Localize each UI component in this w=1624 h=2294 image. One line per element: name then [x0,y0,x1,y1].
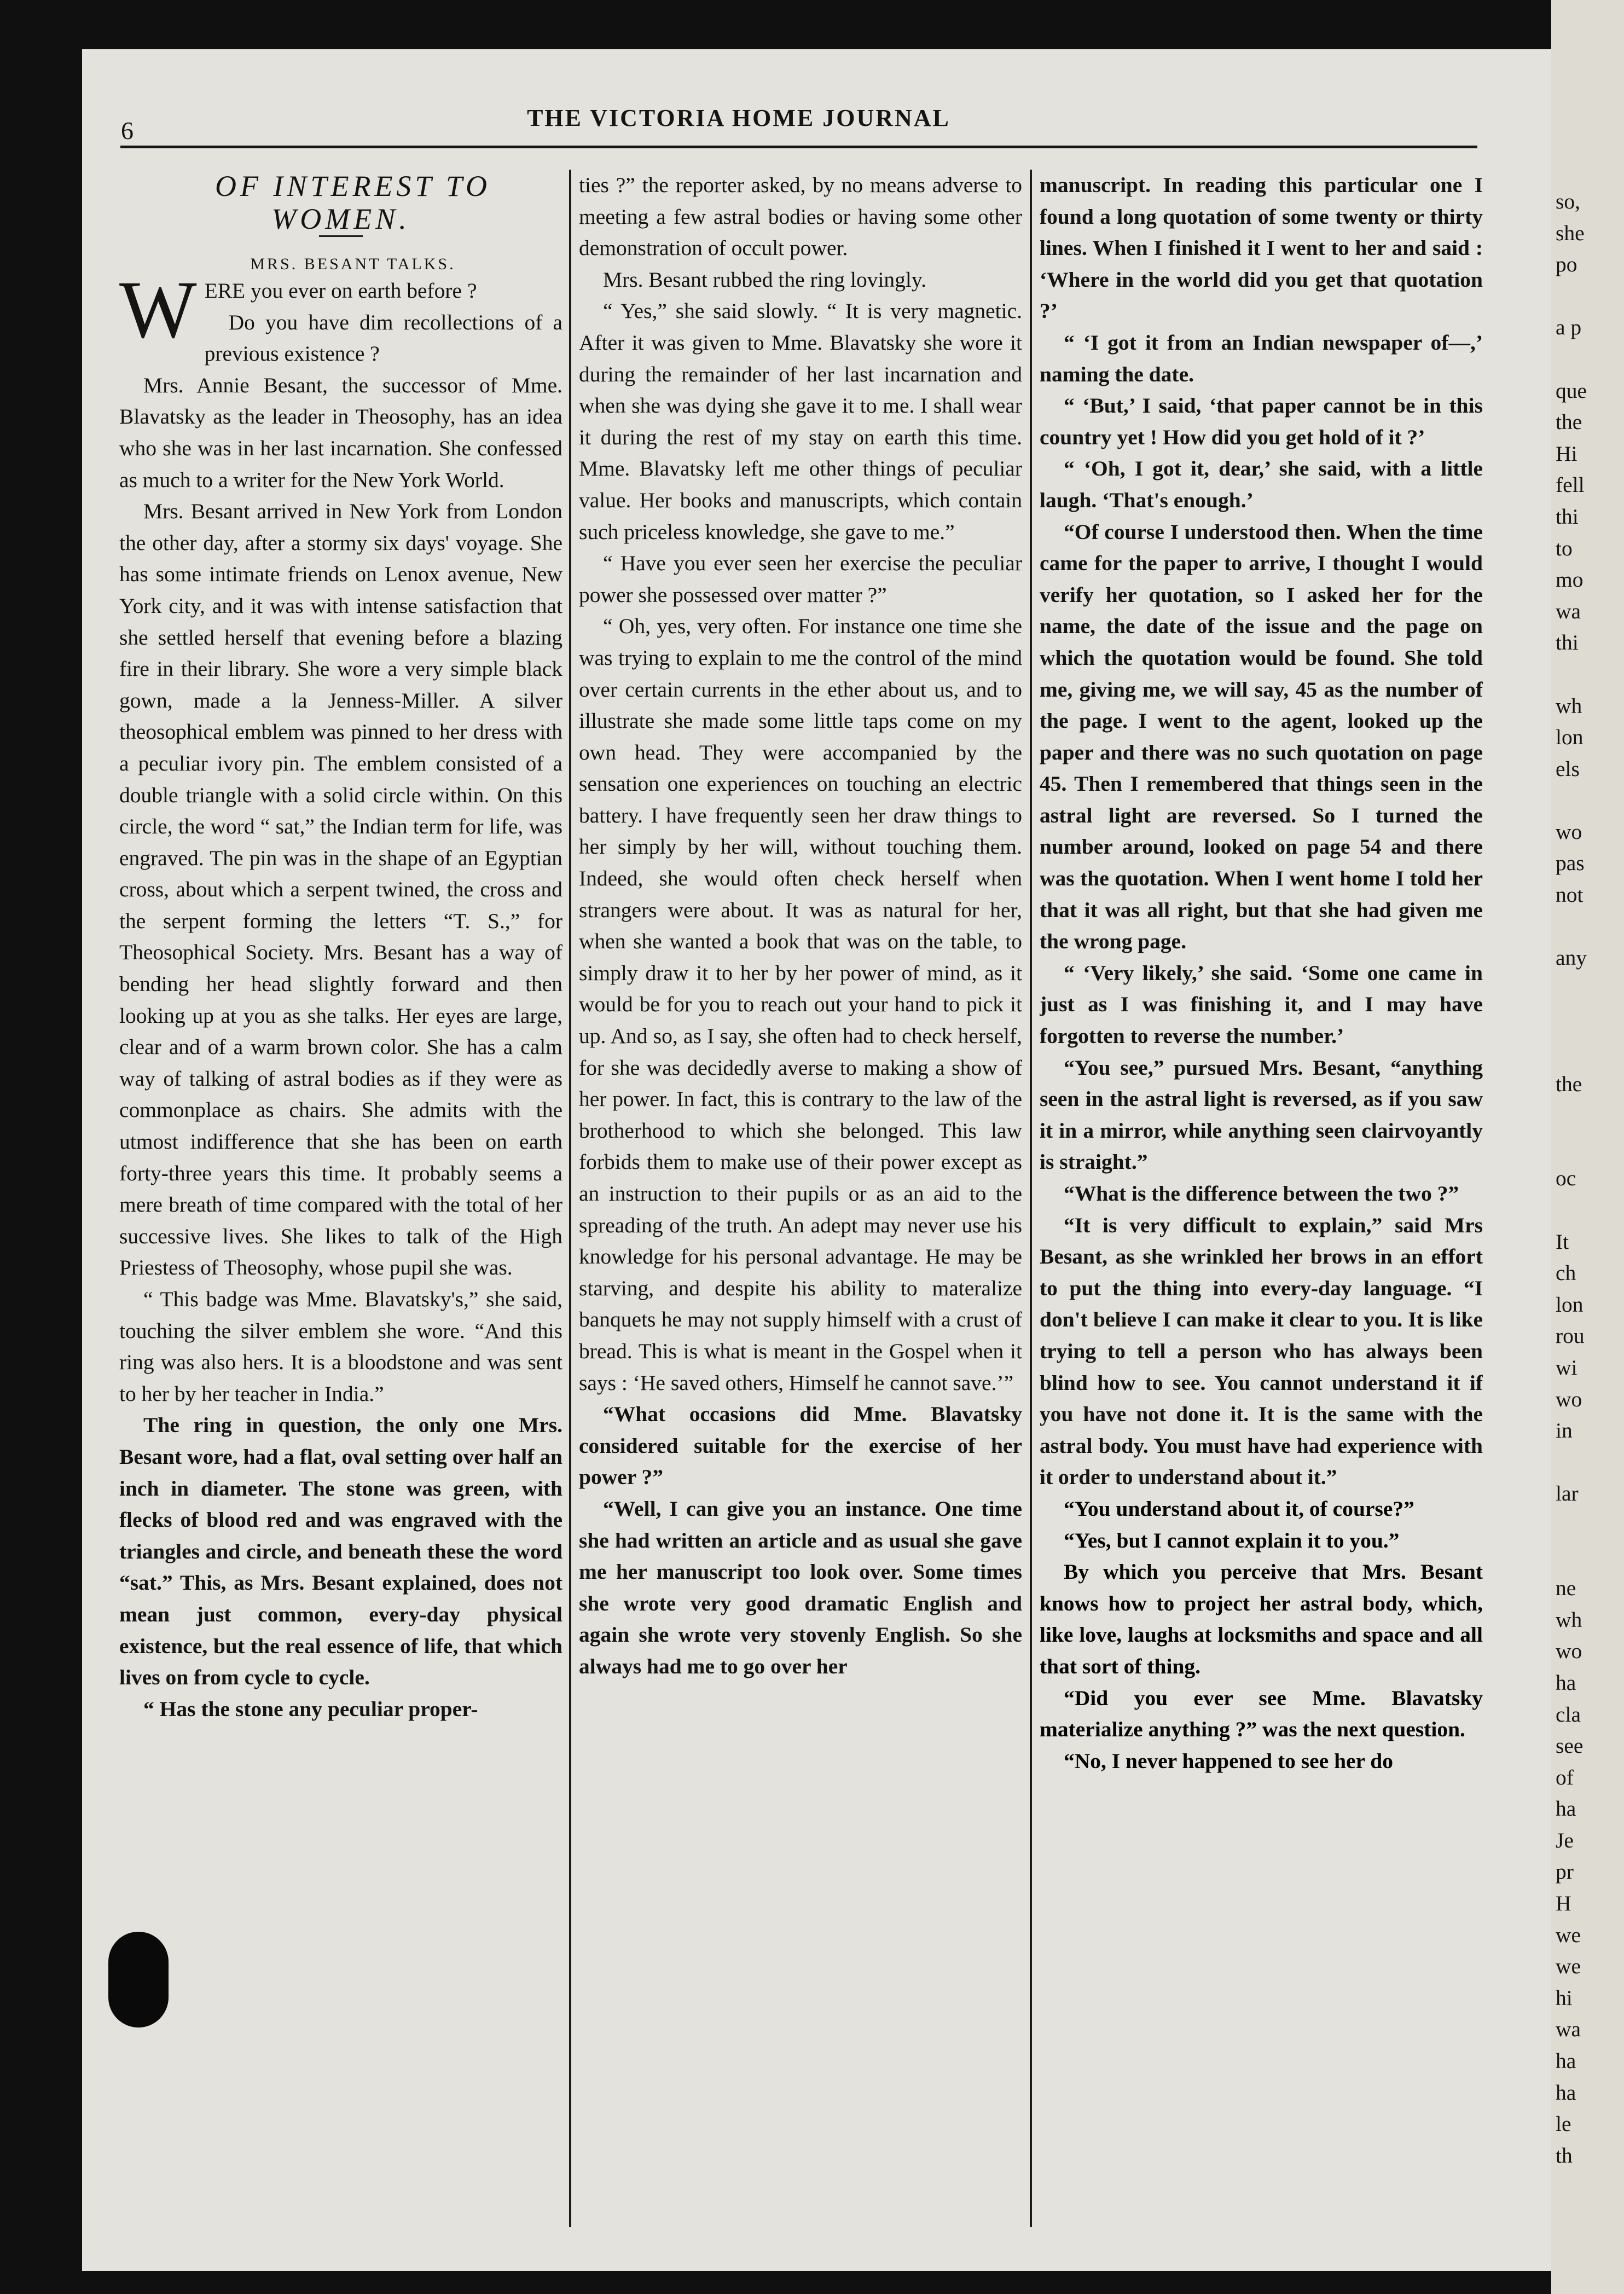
adjacent-page-fragment: ha [1556,2049,1576,2073]
heading-rule [319,235,363,237]
adjacent-page-fragment [1556,1037,1624,1069]
adjacent-page-fragment: ha [1556,2080,1576,2105]
paragraph: “ Yes,” she said slowly. “ It is very magnetic. After it was given to Mme. Blavatsky she wore it during the remainder of her last incarnation and when she was dying she gave it to me. I shall wear it during the rest of my stay on earth this time. Mme. Blavatsky left me other things of peculiar value. Her books and manuscripts, which contain such priceless knowledge, she gave to me.” [579,299,1022,544]
adjacent-page-fragment: pr [1556,1859,1574,1884]
adjacent-page-fragment: Hi [1556,441,1577,466]
paragraph: Mrs. Besant rubbed the ring lovingly. [603,267,926,292]
adjacent-page-fragment: see [1556,1734,1584,1758]
adjacent-page-fragment [1556,1510,1624,1542]
drop-cap: W [119,264,197,355]
paragraph: “ ‘I got it from an Indian newspaper of—,’ naming the date. [1040,330,1483,386]
adjacent-page-fragment: hi [1556,1985,1573,2010]
journal-page [82,49,1609,2271]
lead-text: ERE you ever on earth before ? [204,279,477,303]
adjacent-page-fragment: thi [1556,630,1579,655]
adjacent-page-fragment: pas [1556,851,1585,876]
paragraph: “ Have you ever seen her exercise the peculiar power she possessed over matter ?” [579,551,1022,607]
paragraph: “ ‘Very likely,’ she said. ‘Some one came in just as I was finishing it, and I may have forgotten to reverse the number.’ [1040,960,1483,1048]
adjacent-page-fragment [1556,1005,1624,1037]
paragraph: “You understand about it, of course?” [1064,1496,1414,1521]
adjacent-page-fragment: she [1556,221,1585,245]
adjacent-page-fragment: so, [1556,189,1580,213]
column-2 [579,170,1022,2244]
adjacent-page-fragment: a p [1556,315,1582,340]
adjacent-page-fragment: any [1556,946,1587,970]
adjacent-page-fragment: le [1556,2112,1571,2136]
adjacent-page-fragment: of [1556,1765,1574,1789]
column-rule [569,170,571,2227]
paragraph: “ Oh, yes, very often. For instance one time she was trying to explain to me the control of the mind over certain currents in the ether about us, and to illustrate she made some little taps come on my own head. They were accompanied by the sensation one experiences on touching an electric battery. I have frequently seen her draw things to her simply by her will, without touching them. Indeed, she would often check herself when strangers were about. It was as natural for her, when she wanted a book that was on the table, to simply draw it to her by her power of mind, as it would be for you to reach out your hand to pick it up. And so, as I say, she often had to check herself, for she was decidedly averse to making a show of her power. In fact, this is contrary to the law of the brotherhood to which she belonged. This law forbids them to make use of their power except as an instruction to their pupils or as an aid to the spreading of the truth. An adept may never use his knowledge for his personal advantage. He may be starving, and despite his ability to materalize banquets he may not supply himself with a crust of bread. This is what is meant in the Gospel when it says : ‘He saved others, Himself he cannot save.’” [579,614,1022,1395]
paragraph: “No, I never happened to see her do [1064,1748,1394,1773]
running-head: THE VICTORIA HOME JOURNAL [527,105,950,131]
paragraph: Mrs. Annie Besant, the successor of Mme. Blavatsky as the leader in Theosophy, has an idea who she was in her last incarnation. She confessed as much to a writer for the New York World. [119,373,562,492]
column-3 [1040,170,1483,2244]
adjacent-page-fragment: not [1556,883,1584,907]
article-subhead: MRS. BESANT TALKS. [250,255,456,273]
adjacent-page-fragment: po [1556,252,1577,277]
paragraph: By which you perceive that Mrs. Besant knows how to project her astral body, which, like love, laughs at locksmiths and space and all that sort of thing. [1040,1560,1483,1678]
adjacent-page-fragment: lar [1556,1481,1579,1506]
column-rule [1030,170,1032,2227]
paragraph: “What occasions did Mme. Blavatsky considered suitable for the exercise of her power ?” [579,1402,1022,1490]
column-1 [119,170,562,2244]
paragraph: Do you have dim recollections of a previous existence ? [204,310,562,366]
header-rule [120,146,1477,148]
adjacent-page-fragment [1556,1132,1624,1163]
adjacent-page-fragment: wh [1556,693,1582,718]
adjacent-page-fragment: ha [1556,1670,1576,1695]
adjacent-page-fragment: wi [1556,1355,1577,1380]
adjacent-page-edge [1551,0,1624,2294]
paragraph: “Of course I understood then. When the time came for the paper to arrive, I thought I would verify her quotation, so I asked her for the name, the date of the issue and the page on which the quotation would be found. She told me, giving me, we will say, 45 as the number of the page. I went to the agent, looked up the paper and there was no such quotation on page 45. Then I remembered that things seen in the astral light are reversed. So I turned the number around, looked on page 54 and there was the quotation. When I went home I told her that it was all right, but that she had given me the wrong page. [1040,519,1483,954]
paragraph: “ ‘But,’ I said, ‘that paper cannot be in this country yet ! How did you get hold of it ?’ [1040,393,1483,449]
adjacent-page-fragment [1556,281,1624,312]
paragraph: “You see,” pursued Mrs. Besant, “anything seen in the astral light is reversed, as if you saw it in a mirror, while anything seen clairvoyantly is straight.” [1040,1055,1483,1174]
binding-hole [108,1932,169,2027]
paragraph: The ring in question, the only one Mrs. Besant wore, had a flat, oval setting over half an inch in diameter. The stone was green, with flecks of blood red and was engraved with the triangles and circle, and beneath these the word “sat.” This, as Mrs. Besant explained, does not mean just common, every-day physical existence, but the real essence of life, that which lives on from cycle to cycle. [119,1413,562,1690]
adjacent-page-fragment [1556,659,1624,691]
adjacent-page-fragment: mo [1556,567,1584,592]
adjacent-page-fragment: oc [1556,1166,1576,1191]
paragraph: “What is the difference between the two ?” [1064,1181,1459,1206]
adjacent-page-fragment: ch [1556,1261,1576,1285]
adjacent-page-fragment: in [1556,1418,1573,1443]
adjacent-page-fragment: rou [1556,1324,1585,1348]
adjacent-page-fragment: fell [1556,473,1585,497]
adjacent-page-fragment: wh [1556,1607,1582,1632]
page-number: 6 [121,117,134,144]
adjacent-page-fragment: to [1556,536,1573,560]
adjacent-page-fragment [1556,1195,1624,1226]
paragraph: ties ?” the reporter asked, by no means adverse to meeting a few astral bodies or having some other demonstration of occult power. [579,173,1022,260]
adjacent-page-fragment [1556,1447,1624,1479]
paragraph: “Did you ever see Mme. Blavatsky materialize anything ?” was the next question. [1040,1685,1483,1742]
adjacent-page-fragment [1556,1100,1624,1132]
adjacent-page-fragment: que [1556,378,1587,403]
adjacent-page-text [1551,186,1624,2171]
adjacent-page-fragment: we [1556,1954,1581,1979]
adjacent-page-fragment: wo [1556,819,1582,844]
adjacent-page-fragment: ne [1556,1576,1576,1601]
adjacent-page-fragment: H [1556,1891,1571,1916]
adjacent-page-fragment: the [1556,410,1582,435]
adjacent-page-fragment: th [1556,2143,1573,2168]
adjacent-page-fragment: the [1556,1071,1582,1096]
adjacent-page-fragment: It [1556,1229,1569,1254]
adjacent-page-fragment: thi [1556,504,1579,529]
paragraph: “It is very difficult to explain,” said Mrs Besant, as she wrinkled her brows in an effort to put the thing into every-day language. “I don't believe I can make it clear to you. It is like trying to tell a person who has always been blind how to see. You cannot understand it if you have not done it. It is the same with the astral body. You must have had experience with it order to understand about it.” [1040,1213,1483,1490]
adjacent-page-fragment: we [1556,1922,1581,1947]
adjacent-page-fragment: wo [1556,1387,1582,1411]
paragraph: Mrs. Besant arrived in New York from London the other day, after a stormy six days' voyage. She has some intimate friends on Lenox avenue, New York city, and it was with intense satisfaction that she settled herself that evening before a blazing fire in their library. She wore a very simple black gown, made a la Jenness-Miller. A silver theosophical emblem was pinned to her dress with a peculiar ivory pin. The emblem consisted of a double triangle with a solid circle within. On this circle, the word “ sat,” the Indian term for life, was engraved. The pin was in the shape of an Egyptian cross, about which a serpent twined, the cross and the serpent forming the letters “T. S.,” for Theosophical Society. Mrs. Besant has a way of bending her head slightly forward and then looking up at you as she talks. Her eyes are large, clear and of a warm brown color. She has a calm way of talking of astral bodies as if they were as commonplace as chairs. She admits with the utmost indifference that she has been on earth forty-three years this time. It probably seems a mere breath of time compared with the total of her successive lives. She likes to talk of the High Priestess of Theosophy, whose pupil she was. [119,499,562,1280]
adjacent-page-fragment [1556,344,1624,375]
adjacent-page-fragment [1556,1542,1624,1573]
adjacent-page-fragment: wo [1556,1639,1582,1664]
adjacent-page-fragment: lon [1556,725,1584,750]
adjacent-page-fragment [1556,974,1624,1006]
adjacent-page-fragment: els [1556,756,1580,781]
adjacent-page-fragment: lon [1556,1292,1584,1317]
adjacent-page-fragment: Je [1556,1828,1574,1852]
adjacent-page-fragment: wa [1556,599,1581,623]
paragraph: “Yes, but I cannot explain it to you.” [1064,1528,1400,1552]
paragraph: “Well, I can give you an instance. One time she had written an article and as usual she gave me her manuscript too look over. Some times she wrote very good dramatic English and again she wrote very stovenly English. So she always had me to go over her [579,1496,1022,1678]
paragraph: “ This badge was Mme. Blavatsky's,” she said, touching the silver emblem she wore. “And this ring was also hers. It is a bloodstone and was sent to her by her teacher in India.” [119,1287,562,1406]
paragraph: “ Has the stone any peculiar proper- [143,1696,478,1721]
adjacent-page-fragment [1556,785,1624,816]
adjacent-page-fragment: wa [1556,2017,1581,2042]
adjacent-page-fragment [1556,911,1624,943]
paragraph: “ ‘Oh, I got it, dear,’ she said, with a little laugh. ‘That's enough.’ [1040,456,1483,512]
adjacent-page-fragment: cla [1556,1702,1581,1727]
adjacent-page-fragment: ha [1556,1797,1576,1821]
paragraph: manuscript. In reading this particular one I found a long quotation of some twenty or thirty lines. When I finished it I went to her and said : ‘Where in the world did you get that quotation ?’ [1040,173,1483,323]
department-heading: OF INTEREST TO WOMEN. [214,170,491,235]
